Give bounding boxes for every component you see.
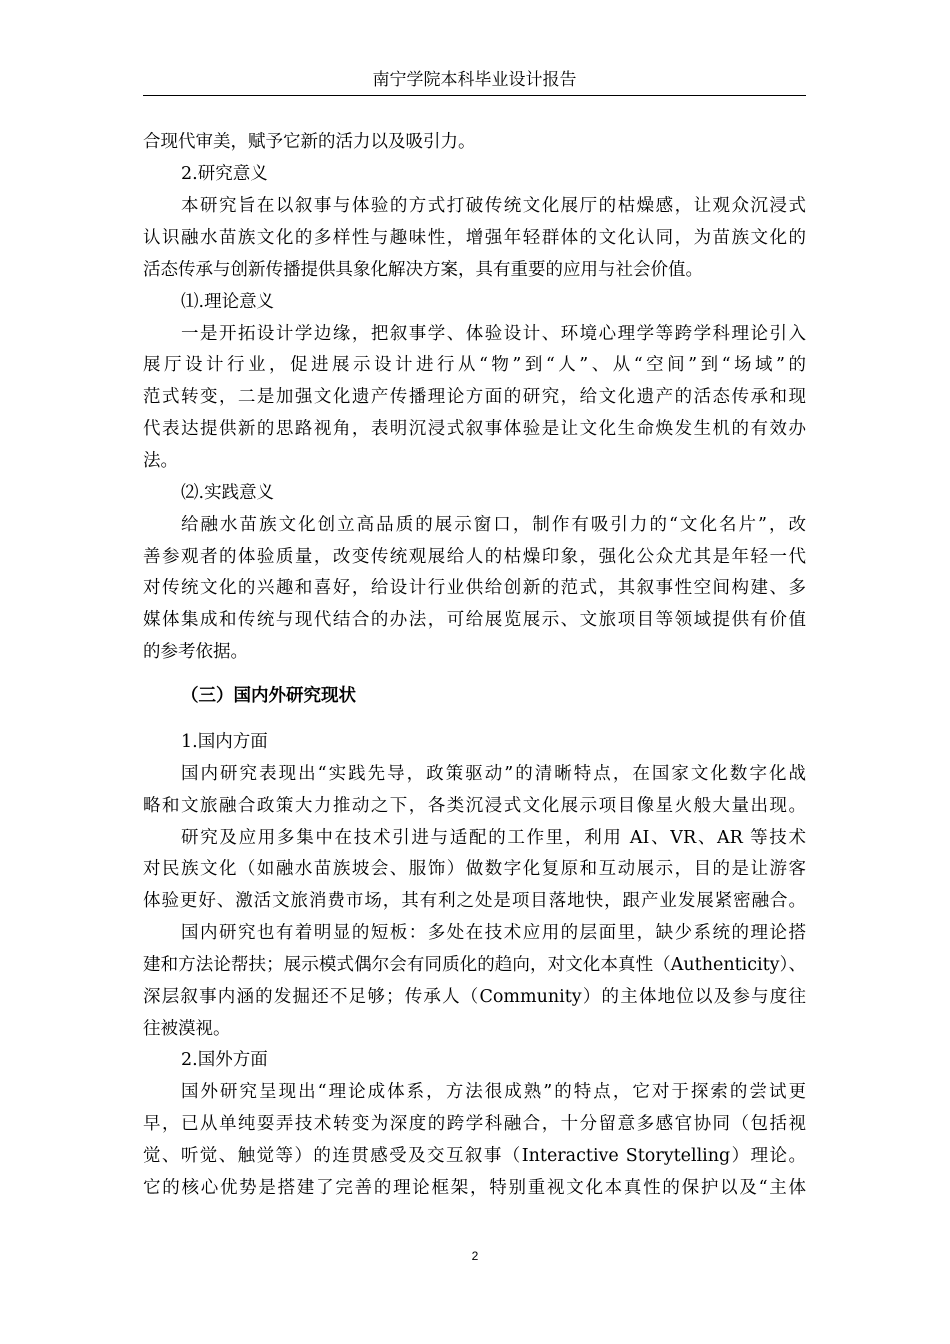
header-rule <box>143 95 806 96</box>
body-line: 法。 <box>143 451 178 471</box>
body-line: 对传统文化的兴趣和喜好，给设计行业供给创新的范式，其叙事性空间构建、多 <box>143 578 806 598</box>
subsection-heading: 2.国外方面 <box>181 1050 268 1070</box>
body-line: 研究及应用多集中在技术引进与适配的工作里，利用 AI、VR、AR 等技术 <box>181 828 806 848</box>
body-line: 认识融水苗族文化的多样性与趣味性，增强年轻群体的文化认同，为苗族文化的 <box>143 228 806 248</box>
body-line: 建和方法论帮扶；展示模式偶尔会有同质化的趋向，对文化本真性（Authenticity）、 <box>143 955 806 975</box>
subsection-heading: 1.国内方面 <box>181 732 268 752</box>
body-line: 国外研究呈现出“理论成体系，方法很成熟”的特点，它对于探索的尝试更 <box>181 1082 806 1102</box>
body-line: 的参考依据。 <box>143 642 248 662</box>
body-line: 给融水苗族文化创立高品质的展示窗口，制作有吸引力的“文化名片”，改 <box>181 515 806 535</box>
running-header: 南宁学院本科毕业设计报告 <box>372 70 577 90</box>
body-line: 本研究旨在以叙事与体验的方式打破传统文化展厅的枯燥感，让观众沉浸式 <box>181 196 806 216</box>
section-heading: （三）国内外研究现状 <box>181 686 356 706</box>
body-line: 国内研究表现出“实践先导，政策驱动”的清晰特点，在国家文化数字化战 <box>181 764 806 784</box>
body-line: 善参观者的体验质量，改变传统观展给人的枯燥印象，强化公众尤其是年轻一代 <box>143 547 806 567</box>
body-line: 活态传承与创新传播提供具象化解决方案，具有重要的应用与社会价值。 <box>143 260 703 280</box>
body-line: 合现代审美，赋予它新的活力以及吸引力。 <box>143 132 476 152</box>
body-line: 媒体集成和传统与现代结合的办法，可给展览展示、文旅项目等领域提供有价值 <box>143 610 806 630</box>
body-line: 对民族文化（如融水苗族坡会、服饰）做数字化复原和互动展示，目的是让游客 <box>143 859 806 879</box>
subsection-heading: ⑵.实践意义 <box>181 483 275 503</box>
body-line: 国内研究也有着明显的短板：多处在技术应用的层面里，缺少系统的理论搭 <box>181 923 806 943</box>
body-line: 深层叙事内涵的发掘还不足够；传承人（Community）的主体地位以及参与度往 <box>143 987 806 1007</box>
subsection-heading: ⑴.理论意义 <box>181 292 275 312</box>
body-line: 略和文旅融合政策大力推动之下，各类沉浸式文化展示项目像星火般大量出现。 <box>143 796 806 816</box>
body-line: 它的核心优势是搭建了完善的理论框架，特别重视文化本真性的保护以及“主体 <box>143 1178 806 1198</box>
body-line: 觉、听觉、触觉等）的连贯感受及交互叙事（Interactive Storytelling）理论。 <box>143 1146 806 1166</box>
subsection-heading: 2.研究意义 <box>181 164 268 184</box>
body-line: 往被漠视。 <box>143 1019 231 1039</box>
body-line: 体验更好、激活文旅消费市场，其有利之处是项目落地快，跟产业发展紧密融合。 <box>143 891 806 911</box>
body-line: 早，已从单纯耍弄技术转变为深度的跨学科融合，十分留意多感官协同（包括视 <box>143 1114 806 1134</box>
body-line: 展厅设计行业，促进展示设计进行从“物”到“人”、从“空间”到“场域”的 <box>143 355 806 375</box>
body-line: 范式转变，二是加强文化遗产传播理论方面的研究，给文化遗产的活态传承和现 <box>143 387 806 407</box>
page-number: 2 <box>471 1249 479 1263</box>
body-line: 代表达提供新的思路视角，表明沉浸式叙事体验是让文化生命焕发生机的有效办 <box>143 419 806 439</box>
body-line: 一是开拓设计学边缘，把叙事学、体验设计、环境心理学等跨学科理论引入 <box>181 324 806 344</box>
